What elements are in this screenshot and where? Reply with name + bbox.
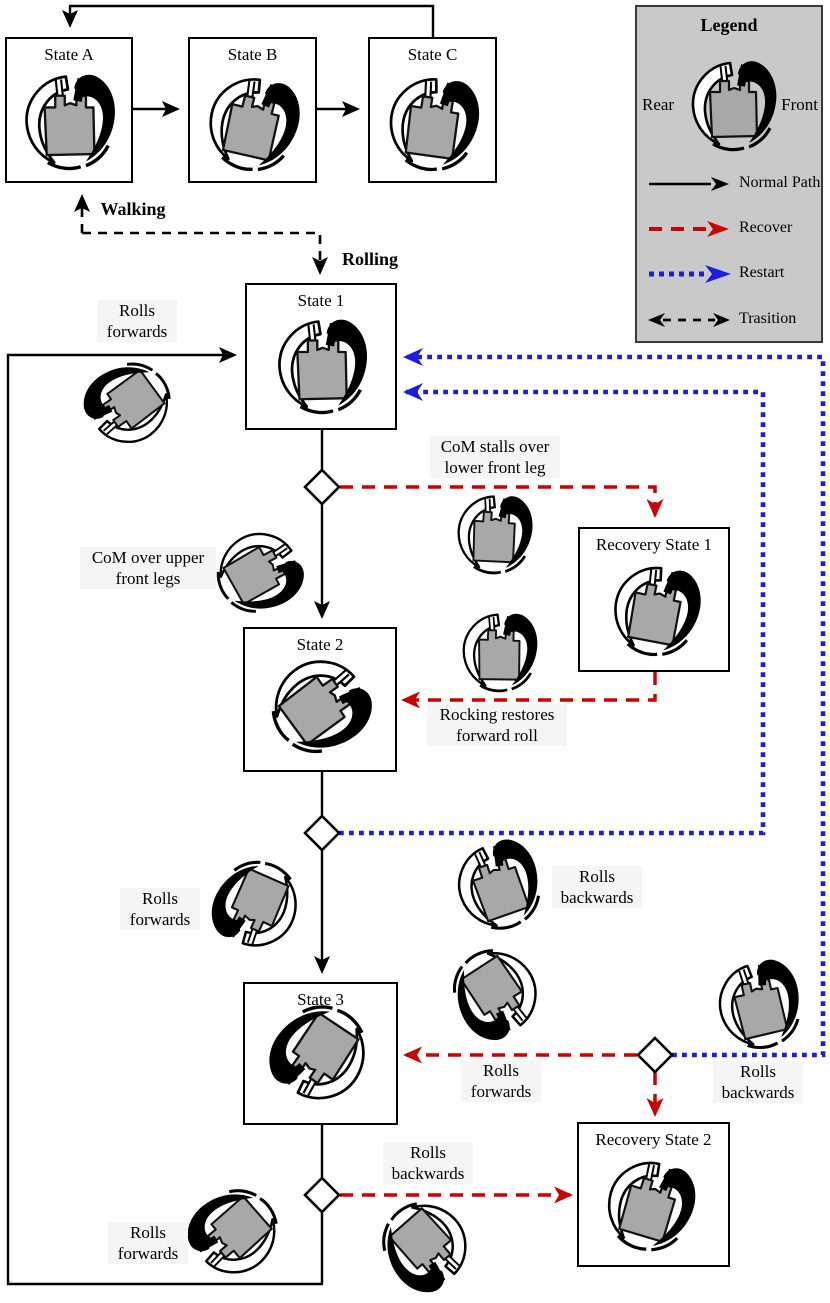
state-title: State B <box>227 45 278 64</box>
state-title: Recovery State 2 <box>595 1130 712 1149</box>
label-com-over: CoM over upper front legs <box>80 547 216 589</box>
state-title: State 1 <box>297 291 345 310</box>
label-rolls-forwards-1: Rolls forwards <box>97 300 177 342</box>
edge-rolling <box>82 233 320 272</box>
label-rolls-forwards-4: Rolls forwards <box>108 1222 188 1264</box>
legend-rear-label: Rear <box>642 95 675 114</box>
state-title: State 3 <box>297 990 344 1009</box>
label-rolls-backwards-1: Rolls backwards <box>552 866 642 908</box>
robot-icon-state-c <box>374 61 493 180</box>
legend-label-recover: Recover <box>739 219 793 236</box>
legend-label-normal: Normal Path <box>739 174 821 191</box>
legend-arrow-recover <box>647 219 733 239</box>
label-rolls-backwards-3: Rolls backwards <box>383 1142 473 1184</box>
legend-arrow-restart <box>647 264 733 284</box>
state-title: State A <box>44 45 94 64</box>
legend-title: Legend <box>700 15 758 35</box>
decision-diamond-3 <box>638 1038 672 1072</box>
state-title: State C <box>407 45 458 64</box>
legend-arrow-normal <box>647 174 733 194</box>
label-walking: Walking <box>100 199 166 219</box>
robot-icon-rolls-backwards-restart <box>701 945 815 1059</box>
label-rocking: Rocking restores forward roll <box>427 704 567 746</box>
robot-icon-recovery-1 <box>597 548 716 667</box>
legend-front-label: Front <box>781 95 818 114</box>
legend-label-restart: Restart <box>739 264 785 281</box>
robot-icon-legend <box>683 52 783 152</box>
robot-icon-rocking <box>453 603 544 694</box>
label-com-stalls: CoM stalls over lower front leg <box>430 436 560 478</box>
edge-c-loop-to-a <box>70 6 433 37</box>
decision-diamond-2 <box>305 816 339 850</box>
robot-icon-com-stalls <box>447 484 541 578</box>
decision-diamond-1 <box>305 470 339 504</box>
label-rolls-forwards-3: Rolls forwards <box>461 1060 541 1102</box>
state-title: State 2 <box>296 635 344 654</box>
robot-icon-state-a <box>16 65 122 171</box>
label-rolls-forwards-2: Rolls forwards <box>120 888 200 930</box>
label-rolls-backwards-2: Rolls backwards <box>713 1061 803 1103</box>
label-rolling: Rolling <box>341 249 398 269</box>
decision-diamond-4 <box>305 1178 339 1212</box>
legend-arrow-transition <box>647 310 733 330</box>
edge-d4-loop-to-s1 <box>8 355 322 1284</box>
state-title: Recovery State 1 <box>595 535 713 554</box>
legend-label-transition: Trasition <box>739 310 797 327</box>
robot-icon-state-1 <box>269 310 374 415</box>
legend-panel <box>635 5 823 343</box>
